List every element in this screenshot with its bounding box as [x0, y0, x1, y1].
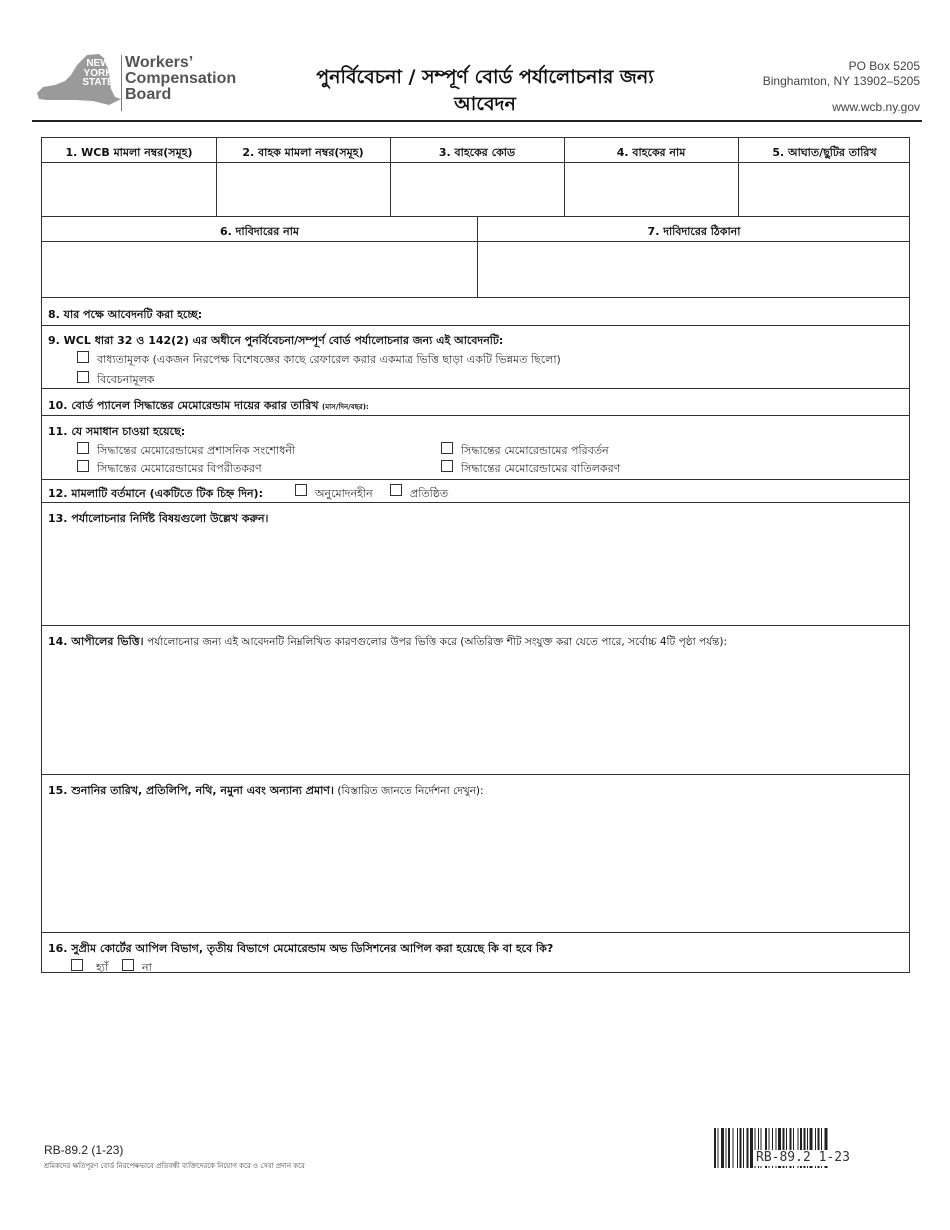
established-label: প্রতিষ্ঠিত — [410, 487, 449, 500]
administrative-amendment-label: সিদ্ধান্তের মেমোরেন্ডামের প্রশাসনিক সংশোধনী — [97, 444, 296, 457]
nys-wcb-logo — [35, 53, 235, 115]
established-checkbox[interactable] — [390, 484, 402, 496]
claimant-name-header: 6. দাবিদারের নাম — [219, 225, 300, 238]
mandatory-checkbox[interactable] — [77, 351, 89, 363]
appeal-no-label: না — [142, 961, 152, 974]
wcb-case-number-header: 1. WCB মামলা নম্বর(সমূহ) — [65, 146, 193, 159]
logo-divider — [121, 55, 122, 111]
board-address: PO Box 5205 Binghamton, NY 13902–5205 www.wcb.ny.gov — [762, 59, 920, 114]
q15-label: 15. শুনানির তারিখ, প্রতিলিপি, নথি, নমুনা এবং অন্যান্য প্রমাণ। (বিস্তারিত জানতে নির্দেশনা দেখুন): — [48, 784, 484, 797]
mandatory-option-label: বাধ্যতামূলক (একজন নিরপেক্ষ বিশেষজ্ঞের কাছে রেফারেল করার একমাত্র ভিত্তি ছাড়া একটি ভিন্নমত ছিলো) — [97, 353, 561, 366]
q12-label: 12. মামলাটি বর্তমানে (একটিতে টিক চিহ্ন দিন): — [48, 487, 263, 500]
q14-label: 14. আপীলের ভিত্তি। পর্যালোচনার জন্য এই আবেদনটি নিম্নলিখিত কারণগুলোর উপর ভিত্তি করে (অতিরিক্ত শীট সংযুক্ত করা যেতে পারে, সর্বোচ্চ 4টি পৃষ্ঠা পর্যন্ত): — [48, 635, 728, 648]
review-issues-field[interactable] — [42, 528, 910, 624]
discretionary-checkbox[interactable] — [77, 371, 89, 383]
q13-label: 13. পর্যালোচনার নির্দিষ্ট বিষয়গুলো উল্লেখ করুন। — [48, 512, 269, 525]
appeal-yes-checkbox[interactable] — [71, 959, 83, 971]
administrative-amendment-checkbox[interactable] — [77, 442, 89, 454]
barcode-text: RB-89.2 1-23 — [756, 1150, 850, 1165]
form-number: RB-89.2 (1-23) — [44, 1143, 124, 1157]
carrier-case-number-header: 2. বাহক মামলা নম্বর(সমূহ) — [242, 146, 364, 159]
rescission-label: সিদ্ধান্তের মেমোরেন্ডামের বাতিলকরণ — [461, 462, 621, 475]
logo-state-text: NEW YORK STATE — [82, 58, 114, 88]
modification-label: সিদ্ধান্তের মেমোরেন্ডামের পরিবর্তন — [461, 444, 609, 457]
grounds-for-appeal-field[interactable] — [42, 651, 910, 773]
unestablished-label: অনুমোদনহীন — [315, 487, 373, 500]
memorandum-date-field[interactable] — [442, 391, 902, 413]
q8-on-behalf-label: 8. যার পক্ষে আবেদনটি করা হচ্ছে: — [48, 308, 203, 321]
appeal-no-checkbox[interactable] — [122, 959, 134, 971]
injury-date-header: 5. আঘাত/ছুটির তারিখ — [772, 146, 877, 159]
equal-opportunity-footnote: শ্রমিকদের ক্ষতিপূরণ বোর্ড নিরপেক্ষভাবে প্রতিবন্ধী ব্যক্তিদেরকে নিয়োগ করে ও সেবা প্রদান করে — [44, 1162, 305, 1170]
injury-date-field[interactable] — [739, 163, 910, 216]
discretionary-option-label: বিবেচনামূলক — [97, 373, 155, 386]
q11-label: 11. যে সমাধান চাওয়া হয়েছে: — [48, 425, 186, 438]
carrier-name-header: 4. বাহকের নাম — [616, 146, 686, 159]
carrier-case-number-field[interactable] — [217, 163, 390, 216]
rescission-checkbox[interactable] — [441, 460, 453, 472]
claimant-address-field[interactable] — [478, 242, 910, 297]
application-form — [41, 137, 910, 973]
q9-label: 9. WCL ধারা 32 ও 142(2) এর অধীনে পুনর্বিবেচনা/সম্পূর্ণ বোর্ড পর্যালোচনার জন্য এই আবেদনটি: — [48, 334, 504, 347]
reversal-label: সিদ্ধান্তের মেমোরেন্ডামের বিপরীতকরণ — [97, 462, 262, 475]
carrier-code-field[interactable] — [391, 163, 564, 216]
claimant-address-header: 7. দাবিদারের ঠিকানা — [647, 225, 741, 238]
q10-label: 10. বোর্ড প্যানেল সিদ্ধান্তের মেমোরেন্ডাম দায়ের করার তারিখ (মাস/দিন/বছর): — [48, 399, 369, 412]
form-title: পুনর্বিবেচনা / সম্পূর্ণ বোর্ড পর্যালোচনার জন্য আবেদন — [316, 66, 654, 115]
wcb-case-number-field[interactable] — [42, 163, 216, 216]
header-rule — [32, 120, 922, 122]
appeal-yes-label: হ্যাঁ — [96, 961, 109, 974]
carrier-code-header: 3. বাহকের কোড — [438, 146, 516, 159]
unestablished-checkbox[interactable] — [295, 484, 307, 496]
hearing-evidence-field[interactable] — [42, 800, 910, 931]
website-link[interactable]: www.wcb.ny.gov — [832, 100, 920, 114]
reversal-checkbox[interactable] — [77, 460, 89, 472]
claimant-name-field[interactable] — [42, 242, 477, 297]
on-behalf-of-field[interactable] — [242, 300, 902, 322]
carrier-name-field[interactable] — [565, 163, 738, 216]
q16-label: 16. সুপ্রীম কোর্টের আপিল বিভাগ, তৃতীয় বিভাগে মেমোরেন্ডাম অভ ডিসিশনের আপিল করা হয়েছে কি বা হবে কি? — [48, 942, 554, 955]
modification-checkbox[interactable] — [441, 442, 453, 454]
agency-name: Workers’ Compensation Board — [125, 54, 237, 103]
barcode — [714, 1128, 910, 1168]
